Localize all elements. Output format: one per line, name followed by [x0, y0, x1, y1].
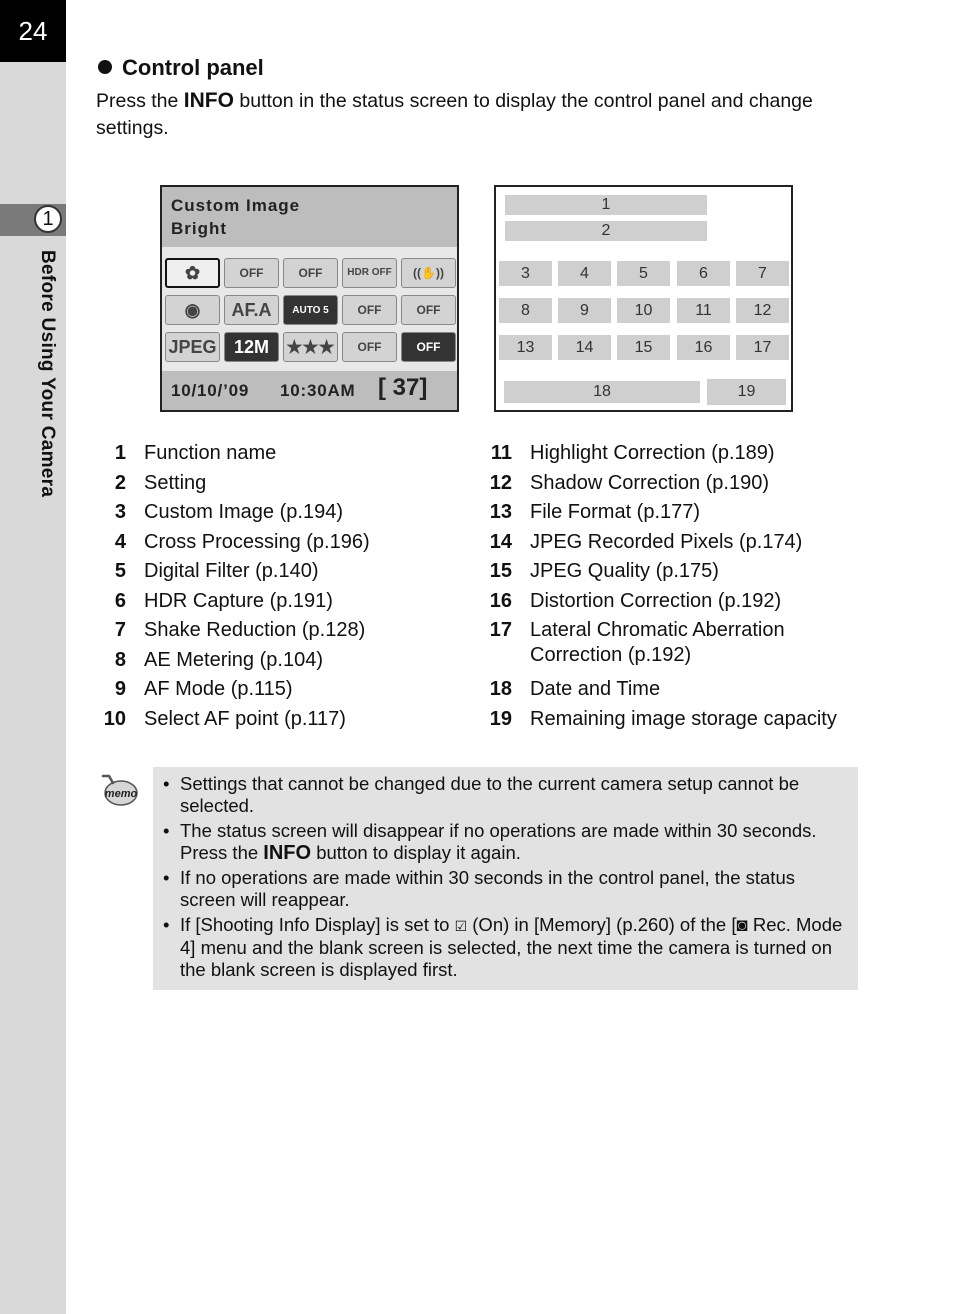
legend-right: 11 Highlight Correction (p.189) 12 Shadow Correction (p.190) 13 File Format (p.177) 14 JPEG Recorded Pixels (p.174) 15 JPEG Quality (p.175) 16 Distortion Correction (p.192) 17 Lateral Chromatic Aberration Correction (p.192) 18 Date and Time 19 Remaining image storage capacity — [489, 442, 837, 730]
panel-header — [162, 187, 457, 247]
diagram-label-15: 15 — [617, 335, 670, 360]
hdr-icon: HDR OFF — [342, 258, 397, 288]
checkbox-icon: ☑ — [454, 918, 468, 934]
diagram-label-2: 2 — [505, 221, 707, 241]
function-name: Custom Image — [171, 196, 301, 215]
diagram-label-10: 10 — [617, 298, 670, 323]
diagram-label-4: 4 — [558, 261, 611, 286]
chapter-title: Before Using Your Camera — [37, 250, 58, 498]
numbered-diagram — [494, 185, 793, 412]
info-key: INFO — [183, 89, 234, 112]
memo-item: • If no operations are made within 30 seconds in the control panel, the status screen will reappear. — [163, 867, 795, 910]
intro-text-2: button in the status screen to display the control panel and change settings. — [96, 90, 813, 139]
memo-item: • If [Shooting Info Display] is set to ☑ (On) in [Memory] (p.260) of the [◙ Rec. Mode 4] menu and the blank screen is selected, the next time the camera is turned on the blank screen is displayed first. — [163, 914, 843, 980]
cross-processing-icon: OFF — [224, 258, 279, 288]
diagram-label-16: 16 — [677, 335, 730, 360]
diagram-label-12: 12 — [736, 298, 789, 323]
diagram-label-14: 14 — [558, 335, 611, 360]
intro-text: Press the — [96, 90, 184, 112]
diagram-label-11: 11 — [677, 298, 730, 323]
diagram-label-17: 17 — [736, 335, 789, 360]
setting-value: Bright — [171, 219, 228, 238]
memo-icon — [100, 774, 138, 808]
section-heading — [98, 55, 264, 81]
date-readout: 10/10/’09 — [171, 381, 250, 400]
af-point-icon: AUTO 5 — [283, 295, 338, 325]
time-readout: 10:30AM — [280, 381, 356, 400]
memo-label: memo — [104, 788, 138, 800]
file-format-icon: JPEG — [165, 332, 220, 362]
digital-filter-icon: OFF — [283, 258, 338, 288]
bullet-icon — [98, 60, 112, 74]
chapter-sidebar — [0, 0, 66, 1314]
custom-image-icon: ✿ — [165, 258, 220, 288]
shake-reduction-icon: ((✋)) — [401, 258, 456, 288]
control-panel-screen — [160, 185, 459, 412]
camera-icon: ◙ — [736, 914, 748, 935]
chapter-number: 1 — [34, 205, 62, 233]
page-number: 24 — [0, 0, 66, 62]
diagram-label-8: 8 — [499, 298, 552, 323]
capacity-readout: [ 37] — [378, 374, 428, 401]
diagram-label-5: 5 — [617, 261, 670, 286]
memo-item: • The status screen will disappear if no operations are made within 30 seconds. Press the INFO button to display it again. — [163, 820, 817, 864]
diagram-label-9: 9 — [558, 298, 611, 323]
af-mode-icon: AF.A — [224, 295, 279, 325]
diagram-label-1: 1 — [505, 195, 707, 215]
shadow-correction-icon: OFF — [401, 295, 456, 325]
memo-box — [153, 767, 858, 990]
diagram-label-7: 7 — [736, 261, 789, 286]
distortion-correction-icon: OFF — [342, 332, 397, 362]
lateral-chromatic-icon: OFF — [401, 332, 456, 362]
panel-footer — [162, 371, 457, 410]
highlight-correction-icon: OFF — [342, 295, 397, 325]
diagram-label-18: 18 — [504, 381, 700, 403]
recorded-pixels-icon: 12M — [224, 332, 279, 362]
info-key: INFO — [263, 842, 312, 864]
diagram-label-6: 6 — [677, 261, 730, 286]
legend-left: 1 Function name 2 Setting 3 Custom Image (p.194) 4 Cross Processing (p.196) 5 Digital Filter (p.140) 6 HDR Capture (p.191) 7 Shake Reduction (p.128) 8 AE Metering (p.104) 9 AF Mode (p.115) 10 Select AF point (p.117) — [103, 442, 370, 730]
memo-item: • Settings that cannot be changed due to the current camera setup cannot be selected. — [163, 773, 800, 816]
heading-text: Control panel — [122, 55, 264, 80]
diagram-label-19: 19 — [707, 379, 786, 405]
ae-metering-icon: ◉ — [165, 295, 220, 325]
diagram-label-3: 3 — [499, 261, 552, 286]
jpeg-quality-icon: ★★★ — [283, 332, 338, 362]
diagram-label-13: 13 — [499, 335, 552, 360]
intro-paragraph — [96, 87, 876, 142]
